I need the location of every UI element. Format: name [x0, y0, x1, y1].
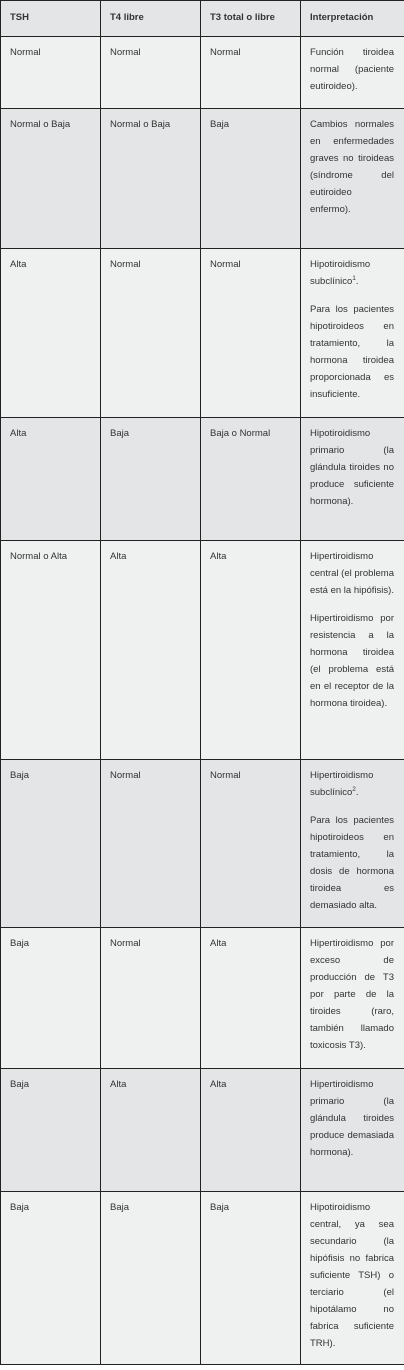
interpretation-note: Para los pacientes hipotiroideos en tratamiento, la hormona tiroidea proporcionada es insuficiente.: [310, 304, 394, 400]
table-row: [1, 1069, 404, 1192]
footnote-marker: 1: [352, 274, 356, 282]
cell-t4: Normal: [101, 249, 201, 418]
interpretation-text: Hipotiroidismo primario (la glándula tiroides no produce suficiente hormona).: [310, 428, 394, 507]
cell-tsh: Normal o Baja: [1, 109, 101, 249]
interpretation-text: Hipertiroidismo central (el problema está en la hipófisis).: [310, 551, 394, 596]
cell-interpretation: [301, 1069, 404, 1192]
interpretation-text: Hipertiroidismo primario (la glándula tiroides produce demasiada hormona).: [310, 1079, 394, 1158]
interpretation-text: [310, 256, 394, 290]
cell-t4: Normal: [101, 37, 201, 109]
interpretation-text: Hipotiroidismo central, ya sea secundario (la hipófisis no fabrica suficiente TSH) o terciario (el hipotálamo no fabrica suficiente TRH).: [310, 1202, 394, 1349]
cell-tsh: Normal o Alta: [1, 541, 101, 760]
cell-tsh: Alta: [1, 249, 101, 418]
interpretation-term: Hipertiroidismo subclínico: [310, 770, 374, 798]
table-row: [1, 760, 404, 928]
table-row: [1, 418, 404, 541]
cell-tsh: Baja: [1, 1192, 101, 1365]
cell-t3: Baja: [201, 109, 301, 249]
cell-tsh: Baja: [1, 760, 101, 928]
interpretation-text: [310, 767, 394, 801]
cell-tsh: Alta: [1, 418, 101, 541]
cell-t3: Alta: [201, 928, 301, 1069]
table-row: [1, 109, 404, 249]
cell-t3: Normal: [201, 37, 301, 109]
cell-interpretation: [301, 249, 404, 418]
cell-interpretation: [301, 541, 404, 760]
cell-interpretation: [301, 37, 404, 109]
cell-t4: Normal: [101, 760, 201, 928]
interpretation-text: Hipertiroidismo por exceso de producción de T3 por parte de la tiroides (raro, también llamado toxicosis T3).: [310, 938, 394, 1051]
table-row: [1, 1192, 404, 1365]
interpretation-note: Para los pacientes hipotiroideos en tratamiento, la dosis de hormona tiroidea es demasiado alta.: [310, 815, 394, 911]
cell-interpretation: [301, 1192, 404, 1365]
footnote-marker: 2: [352, 785, 356, 793]
cell-t3: Alta: [201, 1069, 301, 1192]
cell-interpretation: [301, 109, 404, 249]
table-header-row: [1, 1, 404, 37]
cell-interpretation: [301, 928, 404, 1069]
cell-t3: Alta: [201, 541, 301, 760]
table-row: [1, 249, 404, 418]
cell-interpretation: [301, 760, 404, 928]
cell-tsh: Baja: [1, 1069, 101, 1192]
cell-t4: Baja: [101, 418, 201, 541]
header-interpretacion: Interpretación: [301, 1, 404, 37]
interpretation-punct: .: [355, 276, 359, 287]
header-t4-libre: T4 libre: [101, 1, 201, 37]
cell-t4: Alta: [101, 541, 201, 760]
cell-t4: Normal o Baja: [101, 109, 201, 249]
cell-t3: Baja: [201, 1192, 301, 1365]
header-tsh: TSH: [1, 1, 101, 37]
table-row: [1, 541, 404, 760]
cell-t4: Baja: [101, 1192, 201, 1365]
cell-tsh: Baja: [1, 928, 101, 1069]
cell-t3: Normal: [201, 249, 301, 418]
cell-t4: Alta: [101, 1069, 201, 1192]
cell-tsh: Normal: [1, 37, 101, 109]
cell-t4: Normal: [101, 928, 201, 1069]
cell-t3: Baja o Normal: [201, 418, 301, 541]
interpretation-punct: .: [355, 787, 359, 798]
interpretation-text: Función tiroidea normal (paciente eutiroideo).: [310, 47, 394, 92]
interpretation-text: Cambios normales en enfermedades graves no tiroideas (síndrome del eutiroideo enfermo).: [310, 119, 394, 215]
cell-t3: Normal: [201, 760, 301, 928]
table-row: [1, 928, 404, 1069]
interpretation-term: Hipotiroidismo subclínico: [310, 259, 371, 287]
cell-interpretation: [301, 418, 404, 541]
header-t3-total-libre: T3 total o libre: [201, 1, 301, 37]
interpretation-note: Hipertiroidismo por resistencia a la hormona tiroidea (el problema está en el receptor de la hormona tiroidea).: [310, 613, 394, 709]
table-row: [1, 37, 404, 109]
